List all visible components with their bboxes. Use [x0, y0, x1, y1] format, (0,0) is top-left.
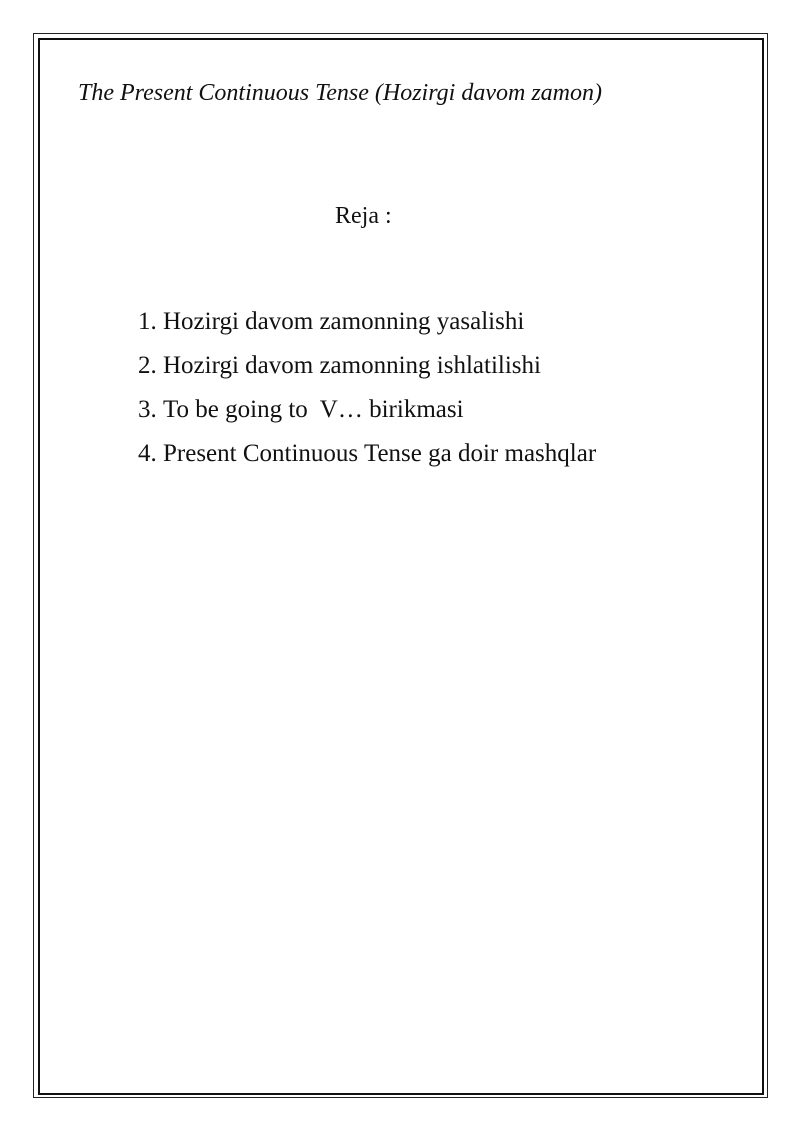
- plan-heading: Reja :: [335, 203, 392, 229]
- list-item: [138, 393, 596, 437]
- list-item: [138, 437, 596, 481]
- list-number: 2.: [138, 352, 157, 379]
- document-title: The Present Continuous Tense (Hozirgi davom zamon): [78, 80, 602, 106]
- list-number: 4.: [138, 440, 157, 467]
- list-text: To be going to V… birikmasi: [163, 396, 464, 423]
- list-text: Hozirgi davom zamonning yasalishi: [163, 308, 525, 335]
- list-item: [138, 349, 596, 393]
- list-text: Hozirgi davom zamonning ishlatilishi: [163, 352, 541, 379]
- list-text: Present Continuous Tense ga doir mashqlar: [163, 440, 597, 467]
- page-border-inner: [38, 38, 764, 1095]
- list-item: [138, 305, 596, 349]
- list-number: 3.: [138, 396, 157, 423]
- plan-list: [138, 305, 596, 481]
- list-number: 1.: [138, 308, 157, 335]
